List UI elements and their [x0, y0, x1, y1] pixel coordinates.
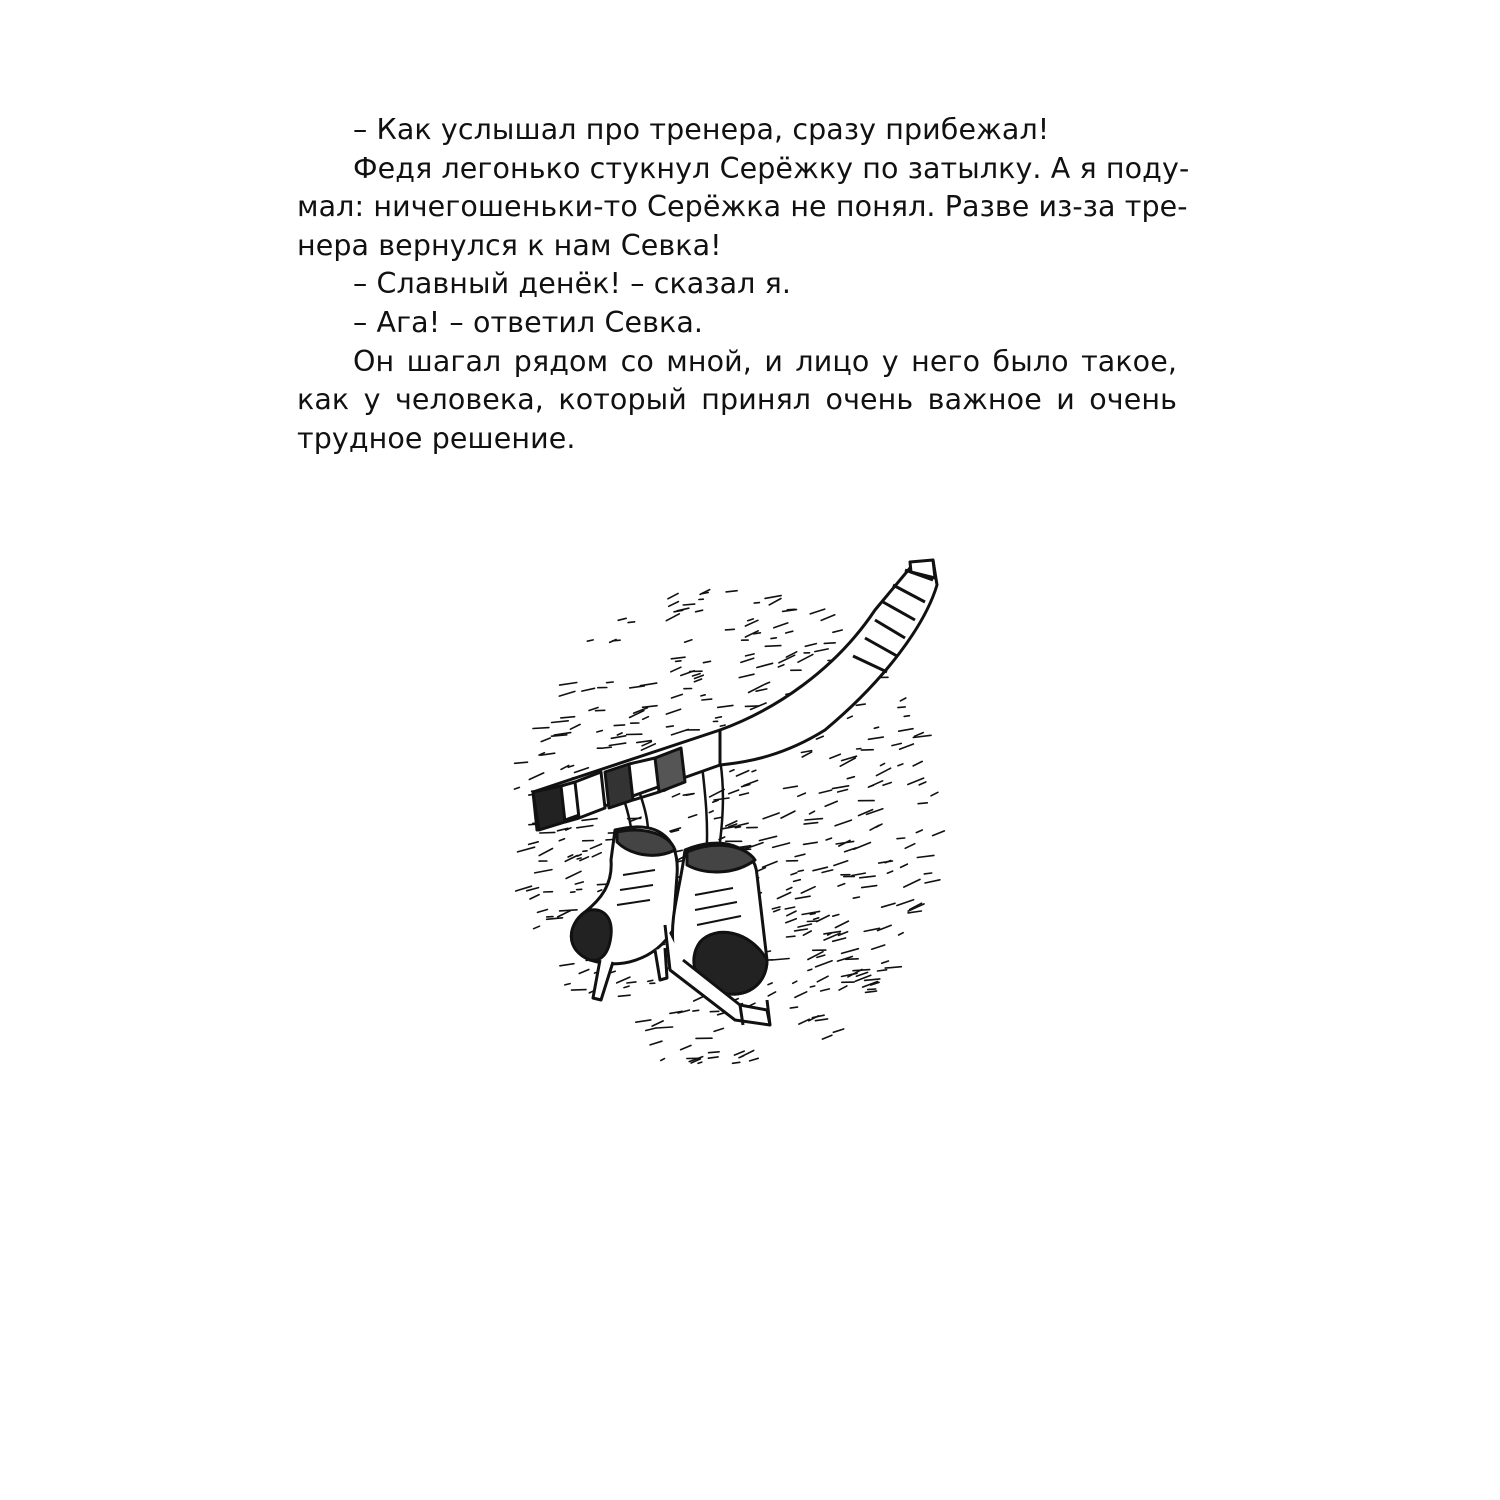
hatch-stroke: [846, 959, 859, 960]
hatch-stroke: [560, 910, 577, 911]
hatch-stroke: [805, 819, 822, 820]
hatch-stroke: [913, 761, 922, 766]
hatch-stroke: [804, 842, 818, 844]
hatch-stroke: [810, 986, 814, 987]
hatch-stroke: [667, 726, 674, 727]
hatch-stroke: [701, 695, 705, 696]
hatch-stroke: [833, 938, 846, 941]
hatch-stroke: [716, 717, 722, 718]
hatch-stroke: [885, 861, 891, 863]
hatch-stroke: [860, 876, 875, 878]
hatch-stroke: [897, 838, 905, 839]
hatch-stroke: [561, 717, 575, 718]
hatch-stroke: [917, 855, 934, 857]
hatch-stroke: [856, 704, 865, 705]
hatch-stroke: [798, 924, 811, 927]
hatch-stroke: [730, 770, 734, 772]
hatch-stroke: [518, 847, 535, 852]
hatch-stroke: [733, 1062, 740, 1063]
hatch-stroke: [754, 603, 759, 604]
hatch-stroke: [854, 843, 871, 850]
hatch-stroke: [881, 763, 885, 765]
hatch-stroke: [577, 854, 581, 856]
hatch-stroke: [833, 786, 849, 789]
hatch-stroke: [756, 689, 767, 691]
hatch-stroke: [535, 870, 552, 873]
text-line: – Ага! – ответил Севка.: [353, 305, 704, 339]
hatch-stroke: [882, 961, 889, 963]
hatch-stroke: [617, 977, 630, 983]
hatch-stroke: [813, 867, 827, 871]
hatch-stroke: [768, 983, 772, 985]
hatch-stroke: [816, 961, 833, 967]
text-line: трудное решение.: [297, 421, 576, 455]
hatch-stroke: [540, 832, 555, 833]
hatch-stroke: [916, 830, 922, 833]
hatch-stroke: [892, 743, 901, 745]
hatch-stroke: [541, 738, 550, 742]
hatch-stroke: [795, 992, 807, 998]
hatch-stroke: [904, 879, 920, 887]
hatch-stroke: [763, 813, 779, 819]
hatch-stroke: [810, 811, 815, 814]
hatch-stroke: [571, 892, 575, 893]
hatch-stroke: [872, 945, 885, 949]
hatch-stroke: [583, 851, 587, 852]
hatch-stroke: [901, 864, 908, 867]
hatch-stroke: [748, 619, 754, 621]
hatch-stroke: [708, 1057, 718, 1058]
hatch-stroke: [877, 768, 891, 775]
right-skate: [665, 843, 770, 1025]
hatch-stroke: [577, 858, 581, 859]
hatch-stroke: [773, 843, 790, 847]
hatch-stroke: [527, 888, 539, 891]
hatch-stroke: [793, 981, 797, 983]
hatch-stroke: [765, 646, 781, 647]
hatch-stroke: [838, 790, 848, 793]
hatch-stroke: [624, 986, 629, 988]
hatch-stroke: [559, 691, 575, 696]
hatch-stroke: [666, 709, 680, 714]
hatch-stroke: [577, 826, 593, 828]
hatch-stroke: [822, 1035, 832, 1039]
hatch-stroke: [781, 811, 795, 818]
text-line: Он шагал рядом со мной, и лицо у него было такое,: [353, 344, 1177, 378]
hatch-stroke: [919, 782, 926, 785]
hatch-stroke: [529, 842, 539, 845]
hatch-stroke: [899, 729, 913, 732]
hatch-stroke: [693, 1010, 699, 1011]
hatch-stroke: [834, 861, 848, 866]
hatch-stroke: [515, 762, 528, 763]
hatch-stroke: [835, 921, 848, 928]
hatch-stroke: [720, 725, 725, 726]
hatch-stroke: [883, 783, 891, 786]
hatch-stroke: [898, 707, 905, 708]
hatch-stroke: [714, 817, 721, 818]
hatch-stroke: [787, 936, 795, 937]
hatch-stroke: [648, 980, 653, 981]
hatch-stroke: [866, 991, 877, 992]
hatch-stroke: [627, 982, 636, 983]
hatch-stroke: [657, 1027, 673, 1028]
left-skate: [571, 827, 677, 1000]
hatch-stroke: [824, 643, 835, 644]
hatch-stroke: [729, 790, 739, 794]
hatch-stroke: [899, 933, 904, 935]
hatch-stroke: [774, 909, 780, 911]
hatch-stroke: [777, 893, 790, 899]
hatch-stroke: [817, 955, 825, 957]
hatch-stroke: [750, 1058, 759, 1061]
hatch-stroke: [514, 787, 519, 789]
hatch-stroke: [709, 1052, 720, 1053]
hatch-stroke: [799, 1019, 810, 1024]
hatch-stroke: [878, 970, 887, 971]
hatch-stroke: [826, 838, 831, 840]
hatch-stroke: [868, 989, 876, 990]
hatch-stroke: [795, 854, 805, 856]
hatch-stroke: [752, 770, 756, 771]
text-line: мал: ничегошеньки-то Серёжка не понял. Разве из-за тре-: [297, 190, 1188, 224]
hatch-stroke: [530, 895, 539, 899]
hatch-stroke: [547, 918, 563, 920]
hatch-stroke: [618, 995, 630, 996]
hatch-stroke: [830, 754, 840, 758]
hatch-stroke: [931, 792, 938, 796]
hatch-stroke: [842, 949, 859, 954]
hatch-stroke: [643, 717, 649, 720]
text-line: – Славный денёк! – сказал я.: [353, 267, 792, 301]
hatch-stroke: [696, 610, 703, 612]
hatch-stroke: [885, 967, 901, 968]
hatch-stroke: [672, 794, 679, 797]
hatch-stroke: [798, 870, 803, 871]
hatch-stroke: [646, 1028, 656, 1031]
hatch-stroke: [694, 679, 701, 682]
hatch-stroke: [533, 728, 549, 729]
hatch-stroke: [817, 976, 828, 982]
hatch-stroke: [786, 919, 797, 923]
hatch-stroke: [570, 724, 580, 729]
hatch-stroke: [603, 747, 611, 748]
hatch-stroke: [769, 599, 781, 605]
hatch-stroke: [771, 638, 776, 639]
hatch-stroke: [560, 683, 577, 686]
hatch-stroke: [821, 615, 835, 621]
hatch-stroke: [853, 970, 870, 971]
hatch-stroke: [714, 1028, 723, 1031]
hatch-stroke: [882, 903, 895, 907]
hatch-stroke: [900, 698, 906, 701]
hatch-stroke: [810, 609, 825, 614]
hatch-stroke: [597, 731, 602, 733]
hatch-stroke: [669, 602, 679, 607]
hatch-stroke: [565, 984, 570, 985]
hatch-stroke: [590, 844, 601, 849]
hatch-stroke: [918, 803, 927, 804]
hatch-stroke: [598, 890, 602, 892]
hatch-stroke: [740, 793, 749, 795]
hatch-stroke: [898, 764, 903, 766]
hatch-stroke: [765, 682, 770, 684]
hatch-stroke: [794, 880, 801, 882]
hatch-stroke: [791, 873, 797, 875]
hatch-stroke: [668, 593, 678, 598]
hatch-stroke: [672, 694, 683, 698]
hatch-stroke: [838, 884, 845, 887]
hatch-stroke: [908, 911, 921, 913]
hatch-stroke: [575, 882, 583, 884]
hatch-stroke: [681, 1045, 691, 1049]
hatch-stroke: [611, 736, 625, 739]
hatch-stroke: [666, 614, 679, 621]
text-line: – Как услышал про тренера, сразу прибежал!: [353, 113, 1050, 146]
hatch-stroke: [709, 811, 713, 813]
hatch-stroke: [814, 918, 819, 920]
hatch-stroke: [560, 964, 574, 966]
hockey-stick: [533, 560, 937, 830]
hatch-stroke: [833, 915, 839, 917]
hatch-stroke: [683, 604, 695, 605]
hatch-stroke: [757, 663, 773, 667]
hatch-stroke: [798, 793, 806, 796]
hatch-stroke: [804, 823, 818, 825]
hatch-stroke: [538, 910, 548, 913]
body-text: [297, 111, 1190, 458]
hatch-stroke: [924, 873, 931, 874]
hatch-stroke: [582, 819, 597, 821]
hatch-stroke: [636, 1020, 651, 1022]
hatch-stroke: [592, 853, 601, 857]
hatch-stroke: [652, 1021, 663, 1026]
hatch-stroke: [765, 596, 781, 599]
hatch-stroke: [529, 773, 543, 780]
hatch-stroke: [718, 705, 733, 707]
hatch-stroke: [810, 914, 815, 915]
text-line: Федя легонько стукнул Серёжку по затылку. А я поду-: [353, 151, 1190, 185]
hatch-stroke: [614, 725, 624, 726]
hatch-stroke: [796, 896, 811, 899]
hatch-stroke: [904, 716, 909, 717]
hatch-stroke: [808, 969, 812, 970]
hatch-stroke: [805, 644, 816, 647]
hockey-skates-illustration: [505, 530, 975, 1090]
hatch-stroke: [628, 622, 635, 623]
hatch-stroke: [774, 623, 788, 628]
hatch-stroke: [739, 674, 754, 677]
hatch-stroke: [887, 871, 892, 873]
hatch-stroke: [539, 849, 552, 856]
hatch-stroke: [847, 777, 854, 779]
hatch-stroke: [575, 768, 589, 773]
hatch-stroke: [825, 801, 837, 806]
hatch-stroke: [874, 727, 878, 728]
hatch-stroke: [790, 1007, 797, 1008]
hatch-stroke: [702, 699, 712, 700]
hatch-stroke: [778, 665, 784, 667]
hatch-stroke: [772, 907, 780, 909]
hatch-stroke: [856, 972, 867, 976]
hatch-stroke: [897, 900, 914, 906]
hatch-stroke: [617, 733, 622, 735]
hatch-stroke: [759, 836, 776, 840]
hatch-stroke: [737, 771, 749, 776]
hatch-stroke: [852, 873, 865, 875]
hatch-stroke: [821, 989, 830, 991]
hatch-stroke: [822, 870, 833, 873]
hatch-stroke: [803, 931, 811, 935]
hatch-stroke: [734, 1051, 744, 1055]
hatch-stroke: [534, 926, 540, 929]
hatch-stroke: [815, 649, 828, 652]
hatch-stroke: [768, 992, 775, 996]
hatch-stroke: [819, 790, 831, 793]
hatch-stroke: [671, 667, 681, 672]
hatch-stroke: [833, 1029, 843, 1032]
hatch-stroke: [908, 904, 924, 911]
hatch-stroke: [693, 674, 701, 676]
hatch-stroke: [795, 929, 808, 931]
hatch-stroke: [607, 682, 614, 683]
hatch-stroke: [559, 839, 564, 841]
hatch-stroke: [865, 979, 880, 981]
hatch-stroke: [630, 686, 645, 688]
hatch-stroke: [566, 871, 581, 878]
hatch-stroke: [798, 654, 813, 662]
hatch-stroke: [741, 658, 754, 662]
hatch-stroke: [739, 823, 749, 825]
hatch-stroke: [618, 618, 626, 620]
hatch-stroke: [933, 831, 945, 836]
hatch-stroke: [726, 591, 737, 592]
hatch-stroke: [671, 657, 685, 659]
hatch-stroke: [900, 744, 914, 749]
hatch-stroke: [746, 654, 755, 656]
hatch-stroke: [661, 1059, 665, 1061]
hatch-stroke: [786, 631, 793, 633]
hatch-stroke: [725, 629, 734, 630]
hatch-stroke: [685, 640, 692, 642]
hatch-stroke: [801, 887, 815, 893]
hatch-stroke: [784, 786, 798, 788]
hatch-stroke: [862, 886, 877, 888]
hatch-stroke: [816, 736, 823, 739]
hatch-stroke: [853, 897, 859, 898]
hatch-stroke: [905, 844, 915, 849]
hatch-stroke: [552, 721, 569, 723]
hatch-stroke: [787, 888, 792, 890]
hatch-stroke: [833, 630, 842, 632]
hatch-stroke: [609, 743, 625, 745]
hatch-stroke: [772, 959, 789, 961]
hatch-stroke: [835, 820, 851, 826]
hatch-stroke: [839, 986, 847, 990]
hatch-stroke: [763, 862, 777, 868]
hatch-stroke: [815, 1019, 827, 1021]
hatch-stroke: [689, 815, 697, 818]
hatch-stroke: [568, 855, 573, 857]
hatch-stroke: [698, 1062, 702, 1063]
hatch-stroke: [643, 706, 658, 708]
text-line: как у человека, который принял очень важное и очень: [297, 383, 1177, 417]
hatch-stroke: [582, 688, 595, 691]
hatch-stroke: [650, 1041, 662, 1045]
hatch-stroke: [787, 609, 795, 610]
text-line: нера вернулся к нам Севка!: [297, 228, 722, 262]
hatch-stroke: [744, 780, 758, 785]
hatch-stroke: [703, 661, 710, 662]
hatch-stroke: [785, 907, 794, 909]
hatch-stroke: [676, 661, 681, 662]
hatch-stroke: [787, 911, 796, 916]
hatch-stroke: [572, 990, 587, 991]
hatch-stroke: [579, 970, 589, 974]
hatch-stroke: [848, 716, 853, 718]
hatch-stroke: [925, 880, 940, 883]
hatch-stroke: [587, 640, 593, 641]
hatch-stroke: [868, 737, 883, 739]
hatch-stroke: [868, 781, 882, 787]
